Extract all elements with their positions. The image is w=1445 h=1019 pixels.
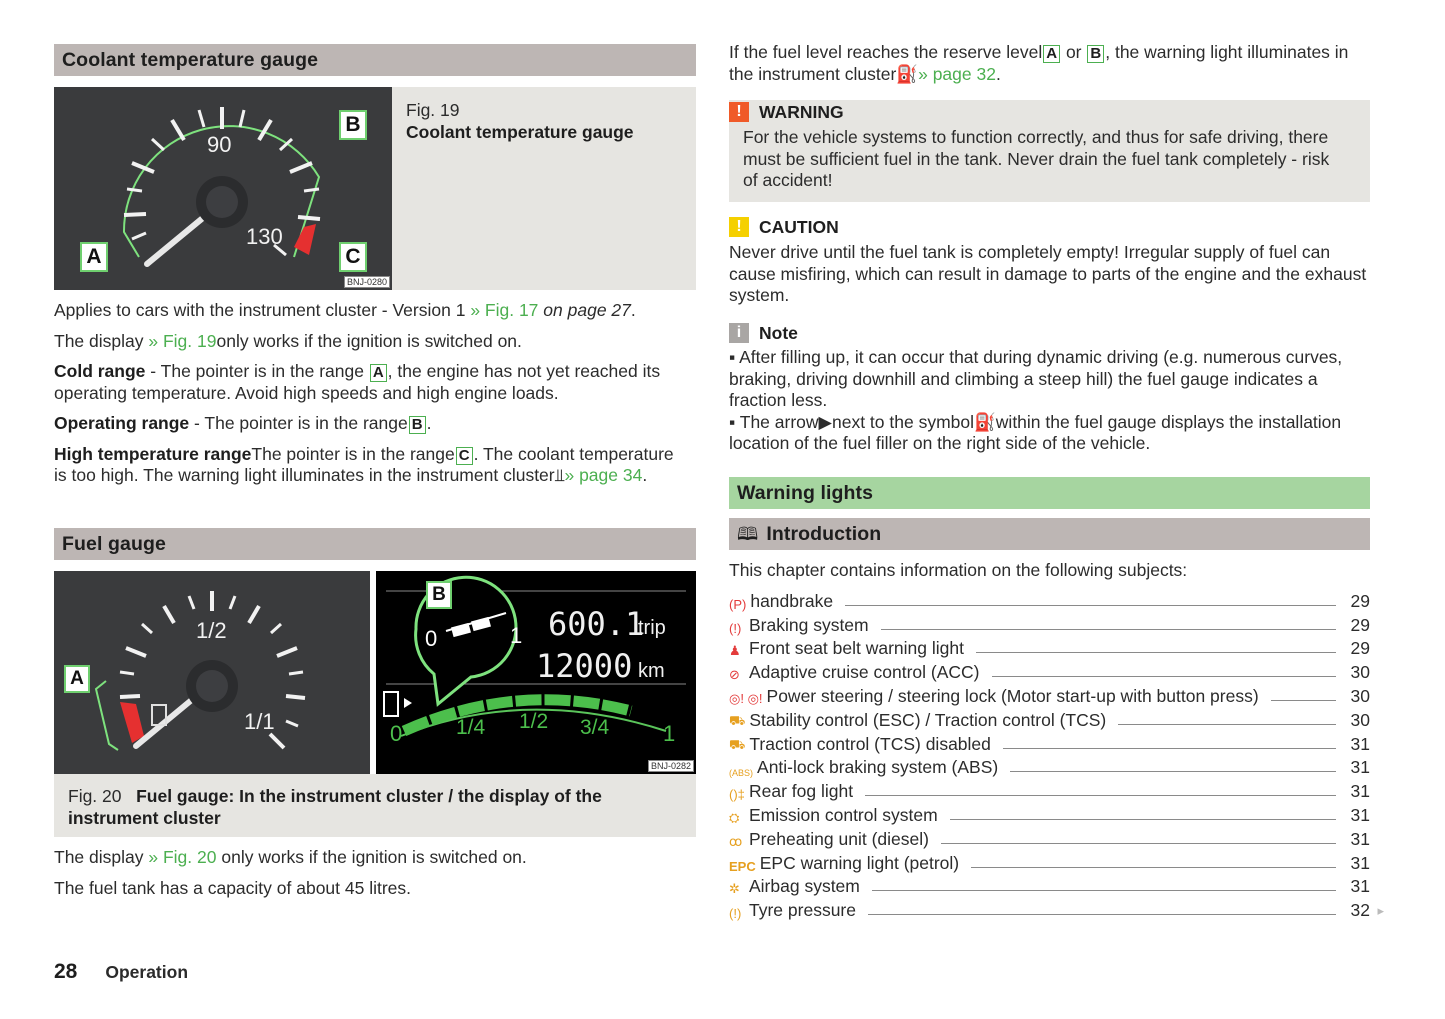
coolant-body (54, 300, 696, 487)
figure-title: Coolant temperature gauge (406, 122, 634, 142)
figure-number: Fig. 20 (68, 786, 122, 806)
caution-text: Never drive until the fuel tank is completely empty! Irregular supply of fuel can cause misfiring, which can result in damage to parts of the engine and the exhaust system. (729, 242, 1367, 305)
scale-full: 1 (663, 721, 676, 746)
toc-item-seat-belt[interactable]: ♟ Front seat belt warning light 29 (729, 638, 1370, 659)
epc-icon: EPC (729, 858, 756, 874)
scale-0: 0 (390, 721, 403, 746)
fig19-link[interactable]: » Fig. 19 (148, 330, 217, 351)
coolant-warning-icon: ⫫ (554, 465, 565, 485)
toc-item-power-steering[interactable]: ◎! ◎! Power steering / steering lock (Motor start-up with button press) 30 (729, 685, 1370, 706)
intro-text: This chapter contains information on the following subjects: (729, 560, 1188, 580)
fuel-gauge-digital (376, 571, 696, 774)
toc-item-handbrake[interactable]: (P) handbrake 29 (729, 590, 1370, 612)
figure-19 (54, 87, 696, 290)
marker-c: C (339, 242, 367, 272)
toc-item-acc[interactable]: ⊘ Adaptive cruise control (ACC) 30 (729, 662, 1370, 683)
warning-header: ! WARNING (729, 100, 1370, 123)
marker-a-inline: A (370, 364, 387, 382)
handbrake-icon: (P) (729, 596, 747, 612)
marker-c-inline: C (456, 447, 473, 465)
fuel-gauge-dial (54, 571, 370, 774)
toc-item-braking-system[interactable]: (!) Braking system 29 (729, 614, 1370, 636)
tyre-pressure-icon: (!) (729, 906, 742, 922)
engine-icon: ⛭ (729, 809, 740, 825)
trip-unit: trip (638, 617, 666, 639)
dial-label-90: 90 (207, 132, 232, 157)
trip-value: 600.1 (548, 605, 645, 643)
coolant-gauge-image (54, 87, 392, 290)
scale-half: 1/2 (519, 710, 549, 733)
reserve-paragraph: If the fuel level reaches the reserve level A or B , the warning light illuminates in the instrument cluster⛽» page 32. (729, 42, 1349, 84)
figure-number: Fig. 19 (406, 100, 460, 120)
page-number: 28 (54, 960, 78, 983)
toc-item-emission[interactable]: ⛭ Emission control system 31 (729, 804, 1370, 825)
marker-b-inline: B (409, 416, 426, 434)
steering-icon: ◎! ◎! (729, 690, 763, 706)
fig20-link[interactable]: » Fig. 20 (148, 847, 217, 867)
high-range-paragraph: High temperature rangeThe pointer is in the range C . The coolant temperature is too high. The warning light illuminates in the instrument cluster⫫» page 34. (54, 443, 674, 485)
operating-range-paragraph: Operating range - The pointer is in the range B . (54, 413, 432, 433)
fuel-pump-icon: ⛽ (896, 63, 919, 84)
dial-label-130: 130 (246, 224, 283, 249)
glow-plug-icon: ꝏ (729, 833, 743, 849)
caution-icon: ! (729, 217, 749, 237)
toc-item-esc[interactable]: ⛟ Stability control (ESC) / Traction control (TCS) 30 (729, 709, 1370, 730)
applies-paragraph: Applies to cars with the instrument cluster - Version 1 » Fig. 17 on page 27. (54, 300, 636, 320)
figure-20-caption (54, 774, 696, 837)
rear-fog-icon: ()‡ (729, 787, 745, 803)
note-bullet-1: ▪ After filling up, it can occur that during dynamic driving (e.g. numerous curves, braking, driving downhill and climbing a steep hill) the fuel gauge indicates a fraction less. (729, 347, 1343, 410)
warning-icon: ! (729, 102, 749, 122)
fig17-link[interactable]: » Fig. 17 (470, 300, 539, 320)
note-box (729, 322, 1370, 455)
scale-three-quarter: 3/4 (580, 716, 610, 739)
marker-a-inline: A (1043, 45, 1060, 63)
info-icon: i (729, 323, 749, 343)
page32-link[interactable]: » page 32 (918, 63, 996, 84)
toc-list (729, 588, 1384, 922)
scale-quarter: 1/4 (456, 716, 486, 739)
fuel-label-half: 1/2 (196, 618, 227, 643)
figure-code: BNJ-0280 (344, 276, 390, 288)
cold-range-paragraph: Cold range - The pointer is in the range A , the engine has not yet reached its operating temperature. Avoid high speeds and high engine loads. (54, 361, 661, 403)
fuel-label-full: 1/1 (244, 709, 275, 734)
tcs-off-icon: ⛟ (729, 736, 746, 752)
marker-b-inline: B (1087, 45, 1104, 63)
toc-item-tyre-pressure[interactable]: (!) Tyre pressure 32 ▸ (729, 900, 1384, 922)
digital-display (376, 571, 690, 774)
fuel-marker-b: B (426, 581, 452, 609)
toc-item-tcs-disabled[interactable]: ⛟ Traction control (TCS) disabled 31 (729, 733, 1370, 754)
fuel-body (54, 847, 696, 899)
toc-item-airbag[interactable]: ✲ Airbag system 31 (729, 876, 1370, 897)
odo-value: 12000 (536, 647, 633, 685)
odo-unit: km (638, 660, 665, 682)
continue-arrow-icon: ▸ (1377, 903, 1384, 919)
figure-code: BNJ-0282 (648, 760, 694, 772)
abs-icon: (ABS) (729, 768, 754, 779)
intro-heading: 🕮 Introduction (729, 518, 1370, 550)
warning-box (729, 100, 1370, 202)
display-paragraph: The display » Fig. 19only works if the ignition is switched on. (54, 330, 522, 351)
book-icon: 🕮 (737, 524, 759, 544)
esc-icon: ⛟ (729, 712, 746, 728)
toc-item-epc[interactable]: EPC EPC warning light (petrol) 31 (729, 852, 1370, 874)
figure-19-caption (392, 87, 696, 290)
chapter-heading-warning-lights: Warning lights (729, 477, 1370, 509)
section-heading-fuel: Fuel gauge (54, 528, 696, 560)
fuel-display-paragraph: The display » Fig. 20 only works if the ignition is switched on. (54, 847, 527, 867)
figure-20 (54, 571, 696, 774)
toc-item-preheating[interactable]: ꝏ Preheating unit (diesel) 31 (729, 828, 1370, 849)
page34-link[interactable]: » page 34 (564, 465, 643, 485)
toc-item-rear-fog[interactable]: ()‡ Rear fog light 31 (729, 781, 1370, 803)
zoom-scale-0: 0 (425, 626, 438, 651)
page-footer (54, 960, 188, 984)
zoom-scale-1: 1 (510, 623, 523, 648)
fuel-marker-a: A (64, 665, 90, 693)
warning-text: For the vehicle systems to function correctly, and thus for safe driving, there must be sufficient fuel in the tank. Never drain the fuel tank completely - risk of accident! (743, 127, 1330, 190)
marker-b: B (339, 110, 367, 140)
fuel-gauge-analog (54, 571, 370, 774)
airbag-icon: ✲ (729, 881, 740, 897)
capacity-paragraph: The fuel tank has a capacity of about 45 litres. (54, 877, 412, 898)
brake-warning-icon: (!) (729, 620, 742, 636)
section-name: Operation (105, 962, 189, 982)
toc-item-abs[interactable]: (ABS) Anti-lock braking system (ABS) 31 (729, 757, 1370, 779)
figure-title: Fuel gauge: In the instrument cluster / the display of the instrument cluster (68, 786, 602, 828)
note-header: i Note (729, 322, 1370, 344)
seat-belt-icon: ♟ (729, 643, 741, 659)
caution-header: ! CAUTION (729, 216, 1370, 238)
caution-box (729, 216, 1370, 307)
section-heading-coolant: Coolant temperature gauge (54, 44, 696, 76)
acc-icon: ⊘ (729, 667, 740, 683)
marker-a: A (80, 242, 108, 272)
note-bullet-2: ▪ The arrow▶next to the symbol⛽within the fuel gauge displays the installation location of the fuel filler on the right side of the vehicle. (729, 411, 1342, 453)
